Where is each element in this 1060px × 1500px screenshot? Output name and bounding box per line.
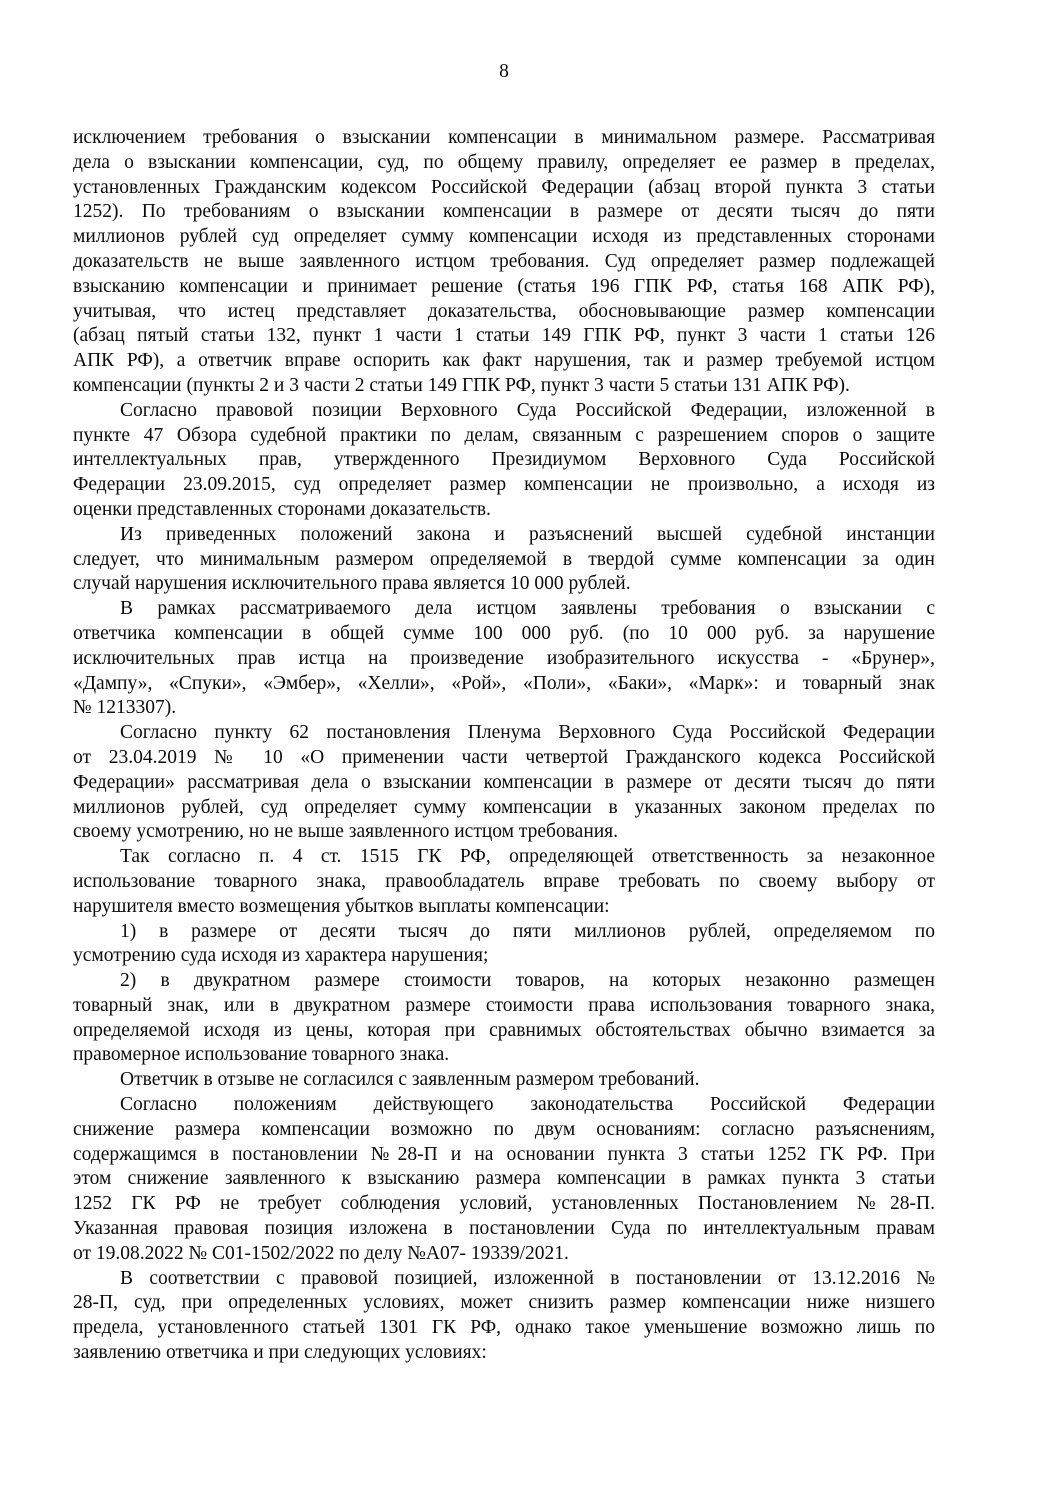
paragraph <box>73 969 935 1068</box>
text-line: своему усмотрению, но не выше заявленного истцом требования. <box>73 821 619 843</box>
text-line: усмотрению суда исходя из характера нарушения; <box>73 945 489 967</box>
text-line: миллионов рублей суд определяет сумму компенсации исходя из представленных сторонами <box>73 226 935 248</box>
text-line: 28-П, суд, при определенных условиях, может снизить размер компенсации ниже низшего <box>73 1292 935 1314</box>
paragraph <box>73 523 935 597</box>
page-number: 8 <box>499 61 509 82</box>
text-line: 1252). По требованиям о взыскании компенсации в размере от десяти тысяч до пяти <box>73 201 935 223</box>
text-line: исключительных прав истца на произведение изобразительного искусства - «Брунер», <box>73 647 935 669</box>
paragraph <box>73 721 935 845</box>
text-line: взысканию компенсации и принимает решение (статья 196 ГПК РФ, статья 168 АПК РФ), <box>73 275 935 297</box>
text-line: использование товарного знака, правообладатель вправе требовать по своему выбору от <box>73 870 935 892</box>
text-line: от 23.04.2019 № 10 «О применении части четвертой Гражданского кодекса Российской <box>73 746 935 768</box>
text-line: № 1213307). <box>73 697 177 719</box>
paragraph <box>73 845 935 919</box>
text-line: Согласно положениям действующего законодательства Российской Федерации <box>120 1094 935 1116</box>
text-line: Согласно правовой позиции Верховного Суда Российской Федерации, изложенной в <box>120 399 935 421</box>
text-line: Из приведенных положений закона и разъяснений высшей судебной инстанции <box>120 523 935 545</box>
text-line: пункте 47 Обзора судебной практики по делам, связанным с разрешением споров о защите <box>73 424 935 446</box>
text-line: предела, установленного статьей 1301 ГК РФ, однако такое уменьшение возможно лишь по <box>73 1317 935 1339</box>
text-line: исключением требования о взыскании компенсации в минимальном размере. Рассматривая <box>73 127 935 148</box>
paragraph <box>73 1093 935 1267</box>
text-line: дела о взыскании компенсации, суд, по общему правилу, определяет ее размер в пределах, <box>73 151 935 173</box>
text-line: В соответствии с правовой позицией, изложенной в постановлении от 13.12.2016 № <box>120 1267 935 1289</box>
text-line: оценки представленных сторонами доказательств. <box>73 498 491 520</box>
paragraph <box>73 920 935 970</box>
text-line: случай нарушения исключительного права является 10 000 рублей. <box>73 573 631 595</box>
text-line: Ответчик в отзыве не согласился с заявленным размером требований. <box>120 1069 700 1091</box>
text-line: интеллектуальных прав, утвержденного Президиумом Верховного Суда Российской <box>73 449 935 471</box>
text-line: нарушителя вместо возмещения убытков выплаты компенсации: <box>73 895 610 917</box>
text-line: «Дампу», «Спуки», «Эмбер», «Хелли», «Рой», «Поли», «Баки», «Марк»: и товарный знак <box>73 672 935 694</box>
text-line: Федерации» рассматривая дела о взыскании компенсации в размере от десяти тысяч до пяти <box>73 771 935 793</box>
text-line: миллионов рублей, суд определяет сумму компенсации в указанных законом пределах по <box>73 796 935 818</box>
text-line: компенсации (пункты 2 и 3 части 2 статьи 149 ГПК РФ, пункт 3 части 5 статьи 131 АПК РФ). <box>73 374 850 396</box>
text-line: установленных Гражданским кодексом Российской Федерации (абзац второй пункта 3 статьи <box>73 176 935 198</box>
text-line: доказательств не выше заявленного истцом требования. Суд определяет размер подлежащей <box>73 250 935 272</box>
text-line: содержащимся в постановлении №28-П и на основании пункта 3 статьи 1252 ГК РФ. При <box>73 1143 935 1165</box>
text-line: Согласно пункту 62 постановления Пленума Верховного Суда Российской Федерации <box>120 722 935 744</box>
text-line: определяемой исходя из цены, которая при сравнимых обстоятельствах обычно взимается за <box>73 1019 935 1041</box>
text-line: 1252 ГК РФ не требует соблюдения условий, установленных Постановлением №28-П. <box>73 1193 935 1215</box>
paragraph <box>73 126 935 399</box>
text-line: товарный знак, или в двукратном размере стоимости права использования товарного знака, <box>73 994 935 1016</box>
text-line: 2) в двукратном размере стоимости товаров, на которых незаконно размещен <box>120 970 935 992</box>
paragraph <box>73 1068 935 1093</box>
text-line: Так согласно п. 4 ст. 1515 ГК РФ, определяющей ответственность за незаконное <box>120 846 935 868</box>
text-line: снижение размера компенсации возможно по двум основаниям: согласно разъяснениям, <box>73 1118 935 1140</box>
text-line: этом снижение заявленного к взысканию размера компенсации в рамках пункта 3 статьи <box>73 1168 935 1190</box>
paragraph <box>73 399 935 523</box>
text-line: Указанная правовая позиция изложена в постановлении Суда по интеллектуальным правам <box>73 1218 935 1240</box>
paragraph <box>73 597 935 721</box>
text-line: следует, что минимальным размером определяемой в твердой сумме компенсации за один <box>73 548 935 570</box>
document-body <box>73 126 935 1366</box>
text-line: правомерное использование товарного знака. <box>73 1044 450 1066</box>
text-line: (абзац пятый статьи 132, пункт 1 части 1 статьи 149 ГПК РФ, пункт 3 части 1 статьи 126 <box>73 325 935 347</box>
text-line: от 19.08.2022 № С01-1502/2022 по делу №А07- 19339/2021. <box>73 1242 569 1264</box>
text-line: В рамках рассматриваемого дела истцом заявлены требования о взыскании с <box>120 598 935 620</box>
text-line: заявлению ответчика и при следующих условиях: <box>73 1342 487 1364</box>
text-line: учитывая, что истец представляет доказательства, обосновывающие размер компенсации <box>73 300 935 322</box>
text-line: АПК РФ), а ответчик вправе оспорить как факт нарушения, так и размер требуемой истцом <box>73 350 935 372</box>
paragraph <box>73 1267 935 1366</box>
text-line: 1) в размере от десяти тысяч до пяти миллионов рублей, определяемом по <box>120 920 935 942</box>
text-line: ответчика компенсации в общей сумме 100 000 руб. (по 10 000 руб. за нарушение <box>73 622 935 644</box>
text-line: Федерации 23.09.2015, суд определяет размер компенсации не произвольно, а исходя из <box>73 474 935 496</box>
